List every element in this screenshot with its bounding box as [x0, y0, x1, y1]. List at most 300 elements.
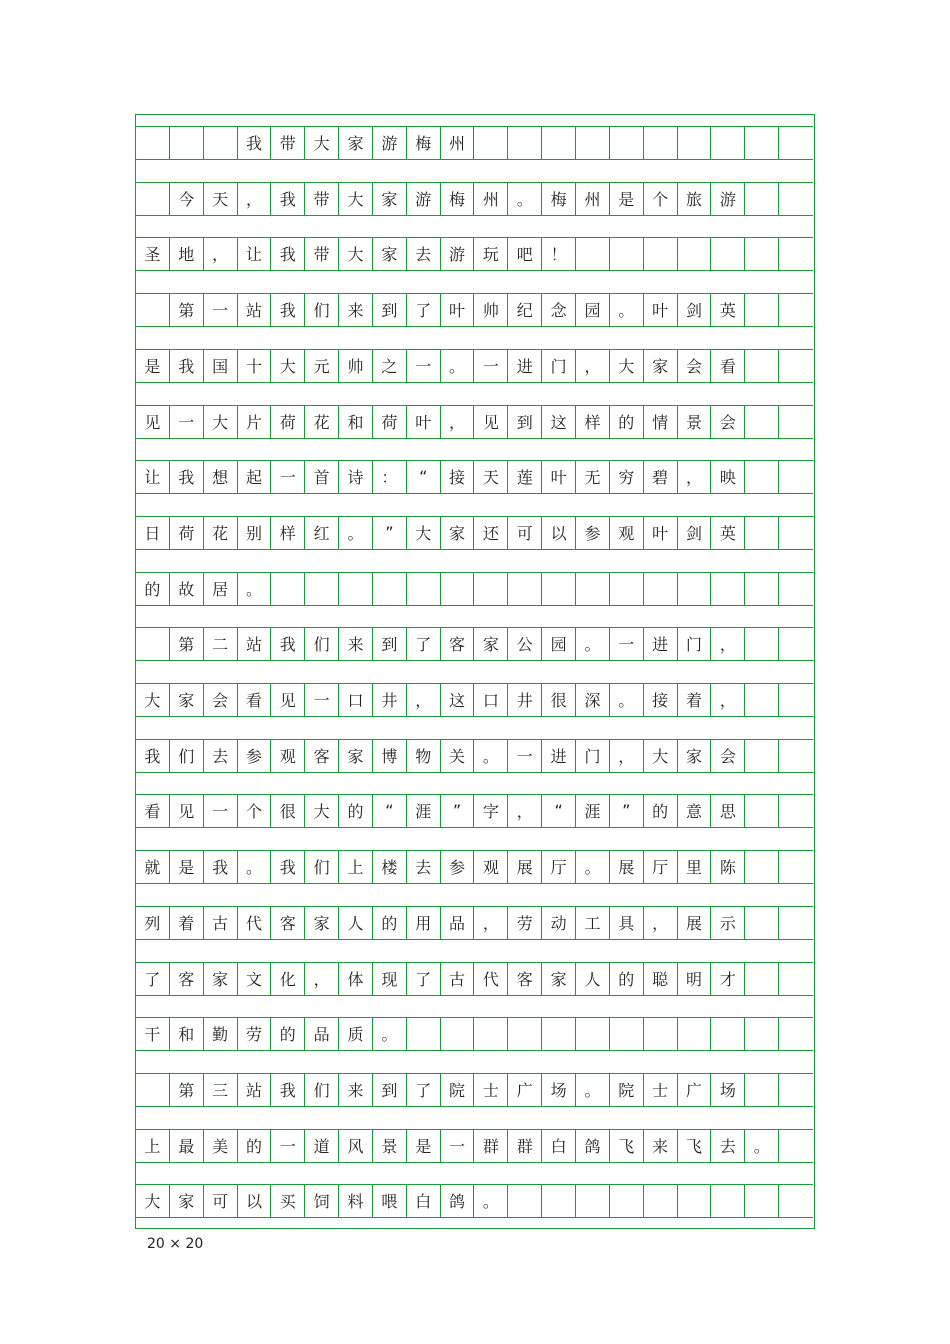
grid-cell: 观	[271, 739, 305, 772]
grid-cell: 站	[238, 293, 272, 326]
grid-cell	[644, 126, 678, 159]
grid-cell	[779, 1129, 813, 1162]
grid-cell: 国	[204, 349, 238, 382]
grid-cell	[711, 1184, 745, 1217]
grid-row	[136, 850, 813, 883]
grid-cell: 游	[373, 126, 407, 159]
grid-cell	[610, 237, 644, 270]
grid-cell	[136, 293, 170, 326]
grid-cell	[678, 1184, 712, 1217]
grid-cell: 大	[305, 126, 339, 159]
grid-cell: 家	[475, 627, 509, 660]
grid-cell: 看	[711, 349, 745, 382]
grid-cell: 客	[508, 962, 542, 995]
grid-row	[136, 906, 813, 939]
grid-cell: ，	[711, 683, 745, 716]
grid-cell: 是	[610, 182, 644, 215]
grid-cell: 见	[271, 683, 305, 716]
grid-cell: 片	[238, 405, 272, 438]
grid-cell: 家	[644, 349, 678, 382]
grid-cell: 喂	[373, 1184, 407, 1217]
grid-cell: 今	[170, 182, 204, 215]
grid-cell: 去	[204, 739, 238, 772]
grid-cell	[678, 237, 712, 270]
grid-cell: 带	[305, 182, 339, 215]
grid-cell: 。	[475, 739, 509, 772]
grid-cell: 群	[475, 1129, 509, 1162]
grid-cell: 我	[136, 739, 170, 772]
grid-cell	[441, 1017, 475, 1050]
grid-cell: 古	[204, 906, 238, 939]
grid-cell: 的	[610, 405, 644, 438]
grid-cell: 陈	[711, 850, 745, 883]
grid-cell: 买	[271, 1184, 305, 1217]
grid-cell: 一	[508, 739, 542, 772]
grid-cell: 的	[238, 1129, 272, 1162]
grid-cell	[779, 293, 813, 326]
grid-cell: 这	[441, 683, 475, 716]
grid-cell	[576, 126, 610, 159]
grid-cell: 人	[339, 906, 373, 939]
grid-line	[136, 716, 813, 717]
grid-row	[136, 1184, 813, 1217]
grid-cell: 人	[576, 962, 610, 995]
grid-cell: 圣	[136, 237, 170, 270]
grid-cell: 场	[711, 1073, 745, 1106]
grid-cell: 井	[373, 683, 407, 716]
grid-cell: 帅	[339, 349, 373, 382]
grid-cell	[136, 126, 170, 159]
grid-cell	[779, 460, 813, 493]
grid-cell: 最	[170, 1129, 204, 1162]
grid-cell: 见	[170, 794, 204, 827]
grid-cell: ，	[508, 794, 542, 827]
grid-cell: 现	[373, 962, 407, 995]
grid-cell	[745, 962, 779, 995]
grid-cell: 剑	[678, 293, 712, 326]
grid-cell: ，	[644, 906, 678, 939]
grid-cell: 花	[305, 405, 339, 438]
grid-cell: 个	[238, 794, 272, 827]
grid-cell	[441, 572, 475, 605]
grid-cell: 干	[136, 1017, 170, 1050]
grid-cell: “	[373, 794, 407, 827]
grid-cell	[779, 349, 813, 382]
grid-cell: 州	[441, 126, 475, 159]
grid-row	[136, 516, 813, 549]
grid-cell	[407, 572, 441, 605]
grid-cell: 。	[745, 1129, 779, 1162]
grid-cell: 以	[238, 1184, 272, 1217]
grid-cell: 展	[678, 906, 712, 939]
writing-grid-sheet	[135, 114, 815, 1229]
grid-cell	[779, 794, 813, 827]
grid-cell: 来	[339, 293, 373, 326]
grid-line	[136, 215, 813, 216]
grid-cell: 参	[441, 850, 475, 883]
grid-cell: 。	[576, 627, 610, 660]
grid-cell	[678, 1017, 712, 1050]
grid-line	[136, 438, 813, 439]
grid-cell: ，	[711, 627, 745, 660]
grid-cell: 来	[339, 1073, 373, 1106]
grid-cell: 明	[678, 962, 712, 995]
grid-cell: 大	[407, 516, 441, 549]
grid-cell: 们	[305, 850, 339, 883]
grid-cell	[745, 850, 779, 883]
grid-cell	[711, 1017, 745, 1050]
grid-cell: “	[407, 460, 441, 493]
grid-cell: ：	[373, 460, 407, 493]
grid-cell	[508, 572, 542, 605]
grid-cell: 厅	[644, 850, 678, 883]
grid-cell: 代	[238, 906, 272, 939]
grid-cell: 工	[576, 906, 610, 939]
grid-cell	[610, 126, 644, 159]
grid-cell: 参	[576, 516, 610, 549]
grid-cell: ，	[678, 460, 712, 493]
grid-cell	[779, 1184, 813, 1217]
grid-cell: 接	[644, 683, 678, 716]
grid-cell: 以	[542, 516, 576, 549]
grid-cell	[644, 1184, 678, 1217]
grid-cell: 之	[373, 349, 407, 382]
grid-cell: 口	[475, 683, 509, 716]
grid-cell: 叶	[407, 405, 441, 438]
grid-cell: 到	[508, 405, 542, 438]
grid-cell: ，	[305, 962, 339, 995]
grid-cell: 楼	[373, 850, 407, 883]
grid-line	[136, 660, 813, 661]
grid-cell: 动	[542, 906, 576, 939]
grid-cell: 着	[678, 683, 712, 716]
grid-cell: 到	[373, 627, 407, 660]
grid-cell: ，	[441, 405, 475, 438]
grid-cell: 进	[644, 627, 678, 660]
grid-cell	[678, 126, 712, 159]
grid-cell	[508, 126, 542, 159]
grid-row	[136, 126, 813, 159]
grid-cell	[779, 962, 813, 995]
grid-cell	[745, 906, 779, 939]
grid-cell	[610, 1017, 644, 1050]
grid-cell	[508, 1184, 542, 1217]
grid-cell: 里	[678, 850, 712, 883]
grid-cell: 品	[441, 906, 475, 939]
grid-cell: 居	[204, 572, 238, 605]
grid-cell: 家	[170, 1184, 204, 1217]
grid-cell: 州	[475, 182, 509, 215]
grid-cell	[644, 572, 678, 605]
grid-cell: 勤	[204, 1017, 238, 1050]
grid-cell: 用	[407, 906, 441, 939]
grid-cell: 进	[542, 739, 576, 772]
grid-cell: 大	[610, 349, 644, 382]
grid-cell: 。	[441, 349, 475, 382]
grid-cell: 大	[271, 349, 305, 382]
grid-cell: 首	[305, 460, 339, 493]
grid-cell: 梅	[542, 182, 576, 215]
grid-cell: 叶	[441, 293, 475, 326]
grid-cell: 碧	[644, 460, 678, 493]
grid-cell: 游	[441, 237, 475, 270]
grid-cell	[644, 237, 678, 270]
grid-cell	[576, 237, 610, 270]
grid-cell: 来	[644, 1129, 678, 1162]
grid-cell: 荷	[170, 516, 204, 549]
grid-cell: 了	[407, 1073, 441, 1106]
grid-cell: 。	[238, 572, 272, 605]
grid-cell: 情	[644, 405, 678, 438]
grid-cell: 接	[441, 460, 475, 493]
grid-cell: 饲	[305, 1184, 339, 1217]
grid-cell: 大	[339, 182, 373, 215]
grid-cell	[542, 1184, 576, 1217]
grid-cell	[271, 572, 305, 605]
grid-cell: 大	[644, 739, 678, 772]
grid-cell: 我	[170, 460, 204, 493]
grid-cell: 第	[170, 1073, 204, 1106]
grid-cell	[644, 1017, 678, 1050]
grid-cell	[745, 1184, 779, 1217]
grid-cell: 白	[407, 1184, 441, 1217]
grid-cell: 道	[305, 1129, 339, 1162]
grid-cell: 大	[136, 683, 170, 716]
grid-cell: 才	[711, 962, 745, 995]
grid-cell: 一	[170, 405, 204, 438]
grid-cell: 样	[271, 516, 305, 549]
grid-cell: 的	[610, 962, 644, 995]
grid-cell: 我	[271, 237, 305, 270]
grid-cell	[745, 460, 779, 493]
grid-cell: “	[542, 794, 576, 827]
grid-cell	[779, 683, 813, 716]
grid-cell: 飞	[610, 1129, 644, 1162]
grid-cell	[678, 572, 712, 605]
grid-cell: 美	[204, 1129, 238, 1162]
grid-cell	[745, 237, 779, 270]
grid-cell: 样	[576, 405, 610, 438]
grid-cell	[711, 126, 745, 159]
grid-cell: 旅	[678, 182, 712, 215]
grid-cell: 站	[238, 1073, 272, 1106]
grid-cell: 吧	[508, 237, 542, 270]
grid-cell: 诗	[339, 460, 373, 493]
grid-cell	[542, 1017, 576, 1050]
grid-cell: ！	[542, 237, 576, 270]
grid-cell	[745, 683, 779, 716]
grid-cell	[779, 627, 813, 660]
grid-cell: 代	[475, 962, 509, 995]
grid-cell: 家	[339, 126, 373, 159]
grid-line	[136, 995, 813, 996]
grid-cell: 十	[238, 349, 272, 382]
grid-cell: 家	[170, 683, 204, 716]
grid-cell: ，	[407, 683, 441, 716]
grid-cell: 场	[542, 1073, 576, 1106]
grid-cell: 一	[204, 293, 238, 326]
grid-row	[136, 739, 813, 772]
grid-row	[136, 405, 813, 438]
grid-cell	[373, 572, 407, 605]
grid-cell	[779, 237, 813, 270]
grid-row	[136, 683, 813, 716]
grid-cell: 这	[542, 405, 576, 438]
grid-cell: 三	[204, 1073, 238, 1106]
grid-size-label: 20 × 20	[147, 1236, 204, 1252]
grid-cell: 的	[136, 572, 170, 605]
grid-row	[136, 460, 813, 493]
grid-cell: 我	[271, 1073, 305, 1106]
grid-cell	[475, 126, 509, 159]
grid-cell: 参	[238, 739, 272, 772]
grid-cell: 白	[542, 1129, 576, 1162]
grid-row	[136, 1129, 813, 1162]
grid-cell: 家	[441, 516, 475, 549]
grid-line	[136, 772, 813, 773]
grid-cell	[779, 405, 813, 438]
grid-cell	[779, 739, 813, 772]
grid-cell	[779, 516, 813, 549]
grid-line	[136, 493, 813, 494]
grid-cell: 一	[407, 349, 441, 382]
grid-cell: 劳	[508, 906, 542, 939]
grid-cell: ，	[238, 182, 272, 215]
grid-cell	[475, 572, 509, 605]
grid-row	[136, 293, 813, 326]
grid-cell: 梅	[441, 182, 475, 215]
grid-cell: 士	[644, 1073, 678, 1106]
grid-cell: 家	[678, 739, 712, 772]
grid-cell: 英	[711, 293, 745, 326]
grid-cell: 。	[373, 1017, 407, 1050]
grid-cell: 的	[373, 906, 407, 939]
grid-cell	[136, 627, 170, 660]
grid-line	[136, 827, 813, 828]
grid-cell: 物	[407, 739, 441, 772]
grid-cell: 让	[136, 460, 170, 493]
grid-cell	[576, 1017, 610, 1050]
grid-cell: 涯	[576, 794, 610, 827]
grid-cell: ”	[373, 516, 407, 549]
grid-row	[136, 572, 813, 605]
grid-cell: 玩	[475, 237, 509, 270]
grid-cell: 。	[576, 1073, 610, 1106]
grid-cell: 门	[542, 349, 576, 382]
grid-line	[136, 1050, 813, 1051]
grid-cell: 故	[170, 572, 204, 605]
grid-cell: 料	[339, 1184, 373, 1217]
grid-line	[136, 939, 813, 940]
grid-cell: 映	[711, 460, 745, 493]
grid-cell: 叶	[644, 293, 678, 326]
grid-cell: ”	[610, 794, 644, 827]
grid-cell: 客	[305, 739, 339, 772]
grid-cell: 大	[204, 405, 238, 438]
grid-cell: 深	[576, 683, 610, 716]
grid-cell: 想	[204, 460, 238, 493]
grid-cell: 鸽	[576, 1129, 610, 1162]
grid-cell: 花	[204, 516, 238, 549]
grid-cell: 游	[711, 182, 745, 215]
grid-cell: 可	[508, 516, 542, 549]
grid-cell: 。	[610, 293, 644, 326]
grid-cell: 帅	[475, 293, 509, 326]
grid-cell: 。	[238, 850, 272, 883]
grid-cell	[745, 739, 779, 772]
grid-cell: 一	[610, 627, 644, 660]
grid-cell	[745, 293, 779, 326]
grid-cell: 无	[576, 460, 610, 493]
grid-cell	[745, 182, 779, 215]
grid-cell: 我	[271, 182, 305, 215]
grid-cell: 。	[576, 850, 610, 883]
grid-cell: 二	[204, 627, 238, 660]
grid-cell: 观	[475, 850, 509, 883]
grid-cell: 纪	[508, 293, 542, 326]
grid-cell: 文	[238, 962, 272, 995]
grid-cell	[204, 126, 238, 159]
grid-cell	[745, 794, 779, 827]
grid-cell	[305, 572, 339, 605]
grid-cell: 一	[441, 1129, 475, 1162]
grid-cell: 家	[339, 739, 373, 772]
grid-cell: ”	[441, 794, 475, 827]
grid-cell: 展	[610, 850, 644, 883]
grid-cell: 的	[271, 1017, 305, 1050]
grid-cell: 客	[271, 906, 305, 939]
grid-cell: 了	[407, 627, 441, 660]
grid-cell: 来	[339, 627, 373, 660]
grid-row	[136, 1017, 813, 1050]
grid-cell: 会	[711, 405, 745, 438]
grid-cell	[779, 182, 813, 215]
grid-row	[136, 627, 813, 660]
grid-cell: 看	[238, 683, 272, 716]
grid-cell: 天	[475, 460, 509, 493]
grid-cell: 第	[170, 293, 204, 326]
grid-cell: 梅	[407, 126, 441, 159]
grid-cell: 去	[407, 237, 441, 270]
grid-cell	[339, 572, 373, 605]
grid-cell: 带	[305, 237, 339, 270]
grid-cell: 士	[475, 1073, 509, 1106]
grid-cell: 日	[136, 516, 170, 549]
grid-cell: 院	[610, 1073, 644, 1106]
grid-cell	[745, 126, 779, 159]
grid-cell: 质	[339, 1017, 373, 1050]
grid-cell: 是	[136, 349, 170, 382]
grid-cell: 是	[407, 1129, 441, 1162]
grid-cell: 思	[711, 794, 745, 827]
grid-cell: 公	[508, 627, 542, 660]
grid-cell	[745, 572, 779, 605]
grid-cell: 院	[441, 1073, 475, 1106]
grid-cell: 门	[576, 739, 610, 772]
grid-line	[136, 1106, 813, 1107]
grid-cell: 博	[373, 739, 407, 772]
grid-cell: 体	[339, 962, 373, 995]
grid-cell: 鸽	[441, 1184, 475, 1217]
grid-cell	[711, 572, 745, 605]
grid-cell: ，	[610, 739, 644, 772]
grid-cell: 带	[271, 126, 305, 159]
grid-cell: 我	[238, 126, 272, 159]
grid-cell: 州	[576, 182, 610, 215]
grid-cell	[779, 850, 813, 883]
grid-cell: 井	[508, 683, 542, 716]
grid-cell: 和	[170, 1017, 204, 1050]
